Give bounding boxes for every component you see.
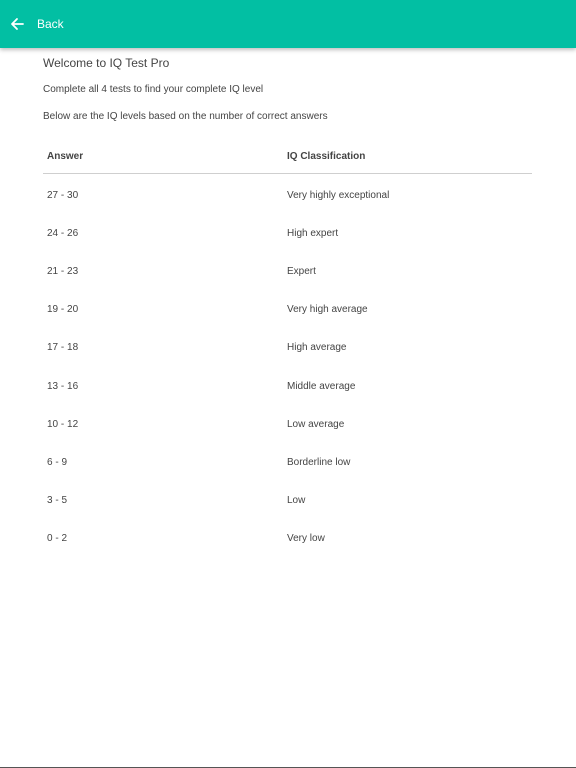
answer-range: 0 - 2: [47, 533, 68, 545]
answer-range: 27 - 30: [47, 189, 79, 201]
top-app-bar: [0, 0, 576, 48]
main-content: [43, 55, 533, 545]
table-row: [43, 176, 532, 214]
iq-classification: High expert: [287, 227, 339, 239]
answer-range: 24 - 26: [47, 227, 79, 239]
table-row: [43, 443, 532, 481]
table-row: [43, 367, 532, 405]
answer-range: 13 - 16: [47, 380, 79, 392]
iq-classification: Expert: [287, 265, 316, 277]
table-row: [43, 520, 532, 558]
iq-classification: Very highly exceptional: [287, 189, 390, 201]
answer-range: 19 - 20: [47, 304, 79, 316]
intro-text: Below are the IQ levels based on the number of correct answers: [43, 111, 328, 122]
intro-text: Complete all 4 tests to find your complete IQ level: [43, 84, 264, 95]
iq-classification: Very high average: [287, 304, 368, 316]
answer-range: 3 - 5: [47, 495, 68, 507]
arrow-left-icon: [9, 16, 25, 32]
table-row: [43, 291, 532, 329]
column-header-iq-classification: IQ Classification: [287, 150, 366, 162]
iq-classification: Middle average: [287, 380, 356, 392]
iq-classification: Low average: [287, 418, 345, 430]
table-row: [43, 252, 532, 290]
table-body: [43, 176, 532, 558]
table-row: [43, 214, 532, 252]
table-header: [43, 139, 532, 174]
iq-classification: Very low: [287, 533, 325, 545]
table-row: [43, 482, 532, 520]
page-title: Welcome to IQ Test Pro: [43, 56, 170, 70]
back-label: Back: [37, 17, 64, 31]
column-header-answer: Answer: [47, 150, 84, 162]
answer-range: 21 - 23: [47, 265, 79, 277]
table-row: [43, 329, 532, 367]
iq-classification: High average: [287, 342, 347, 354]
table-row: [43, 405, 532, 443]
iq-levels-table: [43, 139, 532, 558]
back-button[interactable]: [0, 0, 74, 48]
answer-range: 10 - 12: [47, 418, 79, 430]
answer-range: 6 - 9: [47, 456, 68, 468]
iq-classification: Borderline low: [287, 456, 351, 468]
answer-range: 17 - 18: [47, 342, 79, 354]
iq-classification: Low: [287, 495, 306, 507]
